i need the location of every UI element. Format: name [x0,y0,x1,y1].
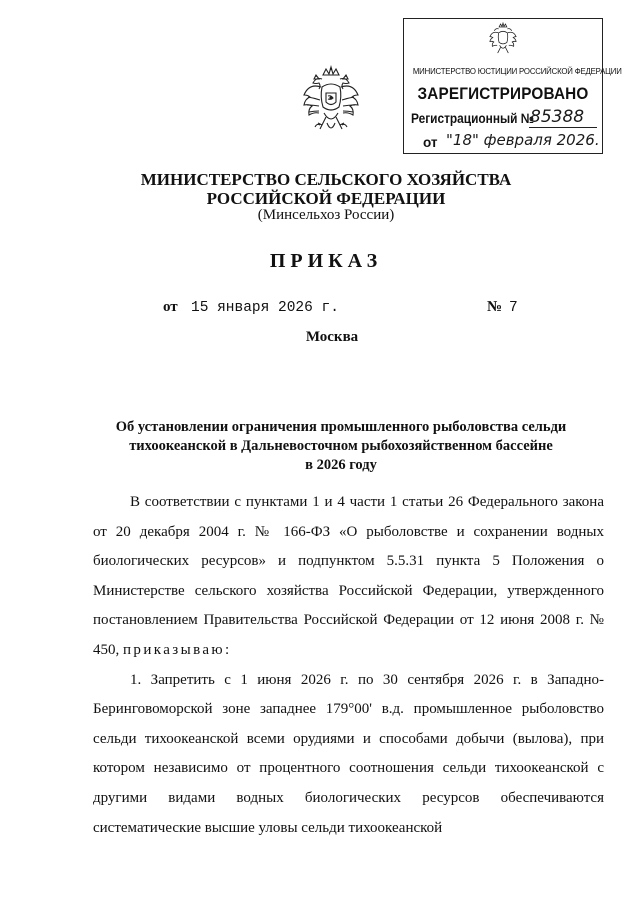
body-paragraph-1-text: В соответствии с пунктами 1 и 4 части 1 статьи 26 Федерального закона от 20 декабря 2004 г. № 166-ФЗ «О рыболовстве и сохранении водных биологических ресурсов» и подпунктом 5.5.31 пункта 5 Положения о Министерстве сельского хозяйства Российской Федерации, утвержденного постановлением Правительства Российской Федерации от 12 июня 2008 г. № 450, [93,494,604,658]
order-number-label: № [487,299,503,315]
ministry-short-name: (Минсельхоз России) [257,207,395,223]
order-title: ПРИКАЗ [269,250,383,272]
order-subject-line2: тихоокеанской в Дальневосточном рыбохозяйственном бассейне [129,438,553,454]
order-body [93,488,604,843]
russian-coat-of-arms-icon [300,65,362,143]
order-number: 7 [509,300,518,316]
order-date-prefix: от [163,299,178,315]
stamp-date-label: от [423,135,438,150]
order-subject-line3: в 2026 году [305,457,377,473]
stamp-regnum-underline [529,127,597,128]
order-date: 15 января 2026 г. [191,300,339,316]
body-paragraph-2: 1. Запретить с 1 июня 2026 г. по 30 сентября 2026 г. в Западно-Беринговоморской зоне западнее 179°00' в.д. промышленное рыболовство сельди тихоокеанской всеми орудиями и способами добычи (вылова), при котором независимо от процентного соотношения сельди тихоокеанской с другими видами водных биологических ресурсов обеспечиваются систематические высшие уловы сельди тихоокеанской [93,671,604,836]
order-city: Москва [305,329,359,345]
body-order-word: приказываю: [123,641,232,658]
stamp-regnum-label: Регистрационный № [411,111,534,126]
order-subject [86,418,596,475]
stamp-regnum-value: 85388 [530,107,585,127]
stamp-ministry-name: МИНИСТЕРСТВО ЮСТИЦИИ РОССИЙСКОЙ ФЕДЕРАЦИИ [412,66,622,76]
stamp-registered-label: ЗАРЕГИСТРИРОВАНО [417,84,589,103]
body-paragraph-1 [93,488,604,666]
ministry-name-line1: МИНИСТЕРСТВО СЕЛЬСКОГО ХОЗЯЙСТВА [140,170,512,189]
russian-coat-of-arms-icon [488,22,518,60]
order-subject-line1: Об установлении ограничения промышленного рыболовства сельди [115,419,567,435]
stamp-date-value: "18" февраля 2026. [446,131,600,149]
ministry-name-line2: РОССИЙСКОЙ ФЕДЕРАЦИИ [206,189,446,208]
